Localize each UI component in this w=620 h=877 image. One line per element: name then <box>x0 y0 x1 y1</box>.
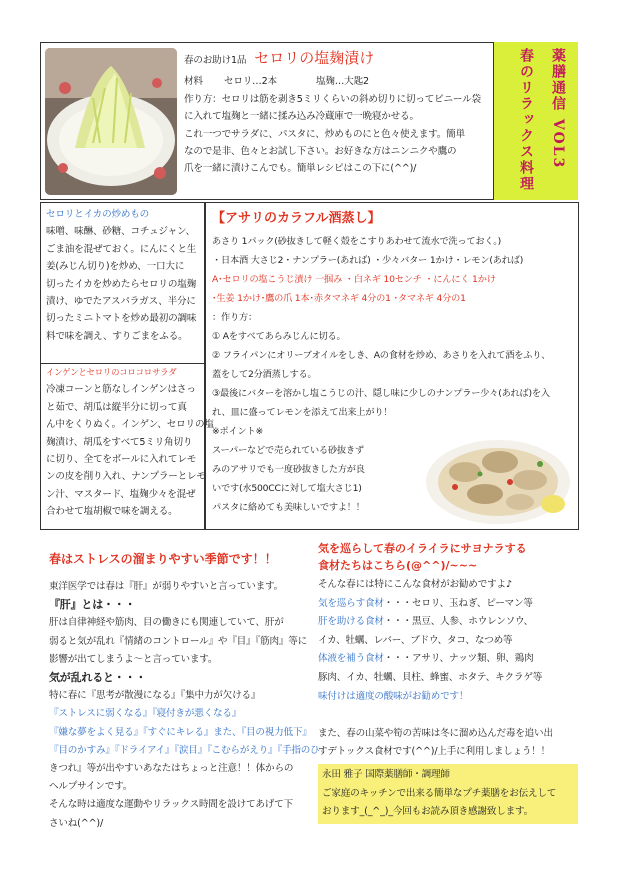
food-label: 肝を助ける食材 <box>318 616 384 628</box>
clam-recipe-title: 【アサリのカラフル酒蒸し】 <box>212 211 381 226</box>
recipe-line: 料で味を調え、すりごまをふる。 <box>46 330 188 342</box>
food-items-cont: イカ、牡蠣、レバー、ブドウ、タコ、なつめ等 <box>318 634 513 646</box>
spring-line: 東洋医学では春は『肝』が弱りやすいと言っています。 <box>49 581 284 592</box>
food-row <box>318 595 542 614</box>
point-label: ※ポイント※ <box>212 426 263 437</box>
spring-body <box>49 578 320 833</box>
header-line: 爪を一緒に漬けこんでも。簡単レシピはこの下に(^^)/ <box>184 163 417 175</box>
method-label: ：作り方： <box>212 312 257 323</box>
recipe-header-label: 春のお助け1品 <box>184 55 247 66</box>
spring-line: 肝は自律神経や筋肉、目の働きにも関連していて、肝が <box>49 617 284 629</box>
spring-line: 影響が出てしまうよ～と言っています。 <box>49 653 218 665</box>
celery-dish-photo <box>45 48 177 195</box>
recipe-line: ん中をくりぬく。インゲン、セロリの塩 <box>46 419 214 431</box>
food-items: ・・・黒豆、人参、ホウレンソウ、 <box>383 616 534 628</box>
recipe-celery-squid-title: セロリとイカの炒めもの <box>46 209 150 220</box>
food-items: ・・・セロリ、玉ねぎ、ピーマン等 <box>383 597 533 609</box>
author-name: 永田 雅子 国際薬膳師・調理師 <box>322 769 450 780</box>
recipe-line: 姜(みじん切り)を炒め、一口大に <box>46 261 185 273</box>
method-step: ① Aをすべてあらみじんに切る。 <box>212 331 346 342</box>
recipe-bean-salad-title: インゲンとセロリのコロコロサラダ <box>46 367 177 377</box>
spring-heading: 気が乱れると・・・ <box>49 671 147 685</box>
point-line: いです(水500CCに対して塩大さじ1) <box>212 483 362 494</box>
spring-line: 『目のかすみ』『ドライアイ』『涙目』『こむらがえり』『手指のひ <box>49 744 320 756</box>
author-line: ご家庭のキッチンで出来る簡単なプチ薬膳をお伝えして <box>322 787 557 799</box>
spring-line: さいね(^^)/ <box>49 817 103 829</box>
ingredients-label: 材料 <box>184 76 203 88</box>
ingredient-celery: セロリ…2本 <box>224 76 277 88</box>
newsletter-title-box <box>494 42 578 200</box>
clam-ingredient-line: ･生姜 1かけ･鷹の爪 1本･赤タマネギ 4分の1 ･タマネギ 4分の1 <box>212 293 466 304</box>
foods-note <box>318 725 553 761</box>
ingredient-shiokoji: 塩麹…大匙2 <box>316 76 369 88</box>
food-items: ・・・アサリ、ナッツ類、卵、鶏肉 <box>383 653 534 665</box>
newsletter-subtitle: 春のリラックス料理 <box>518 48 534 192</box>
spring-line: 特に春に『思考が散漫になる』『集中力が欠ける』 <box>49 690 261 702</box>
food-row <box>318 613 542 632</box>
foods-title-line: 食材たちはこちら(@^^)/~~~ <box>318 559 478 572</box>
spring-line: そんな時は適度な運動やリラックス時間を設けてあげて下 <box>49 799 293 811</box>
recipe-line: ごま油を混ぜておく。にんにくと生 <box>46 243 197 255</box>
method-step: ③最後にバターを溶かし塩こうじの汁、隠し味に少しのナンプラー少々(あれば)を入 <box>212 388 550 399</box>
clam-ingredient-line: A･セロリの塩こうじ漬け 一掴み ・白ネギ 10センチ ・にんにく 1かけ <box>212 274 496 285</box>
method-step: れ、皿に盛ってレモンを添えて出来上がり！ <box>212 407 393 418</box>
author-line: おります_(_^_)_今回もお読み頂き感謝致します。 <box>322 806 534 817</box>
recipe-line: 切ったミニトマトを炒め最初の調味 <box>46 313 197 325</box>
spring-title: 春はストレスの溜まりやすい季節です！！ <box>49 552 277 566</box>
author-text <box>322 766 556 822</box>
method-step: 蓋をして2分酒蒸しする。 <box>212 369 317 380</box>
header-line: 作り方：セロリは筋を剥き5ミリくらいの斜め切りに切ってビニール袋 <box>184 93 481 105</box>
recipe-celery-squid <box>46 206 196 345</box>
clam-ingredient-line: ・日本酒 大さじ2・ナンプラー(あれば) ・少々バター 1かけ・レモン(あれば) <box>212 255 524 266</box>
recipe-line: 合わせて塩胡椒で味を調える。 <box>46 506 178 518</box>
spring-line: 『ストレスに弱くなる』『寝付きが悪くなる』 <box>49 708 242 720</box>
recipe-line: ン汁、マスタード、塩麹少々を混ぜ <box>46 488 196 500</box>
recipe-line: 麹漬け、胡瓜をすべて5ミリ角切り <box>46 436 193 448</box>
header-line: に入れて塩麹と一緒に揉み込み冷蔵庫で一晩寝かせる。 <box>184 111 419 123</box>
recipe-line: ンの皮を削り入れ、ナンプラーとレモ <box>46 471 206 483</box>
method-step: ② フライパンにオリーブオイルをしき、Aの食材を炒め、あさりを入れて酒をふり、 <box>212 350 551 361</box>
header-line: なので是非、色々とお試し下さい。お好きな方はニンニクや鷹の <box>184 146 457 158</box>
spring-line: ヘルプサインです。 <box>49 781 133 793</box>
foods-closing: 味付けは適度の酸味がお勧めです！ <box>318 690 469 702</box>
point-line: スーパーなどで売られている砂抜きず <box>212 445 364 456</box>
header-line: これ一つでサラダに、パスタに、炒めものにと色々使えます。簡単 <box>184 128 465 140</box>
recipe-line: と茹で、胡瓜は縦半分に切って真 <box>46 401 187 413</box>
recipe-line: 切ったイカを炒めたらセロリの塩麹 <box>46 278 197 290</box>
recipe-line: 漬け、ゆでたアスパラガス、半分に <box>46 296 196 308</box>
foods-body <box>318 576 542 706</box>
newsletter-title: 薬膳通信 VOL3 <box>550 48 566 170</box>
recipe-line: に切り、全てをボールに入れてレモ <box>46 454 197 466</box>
point-line: パスタに絡めても美味しいですよ！！ <box>212 502 365 513</box>
recipe-title: セロリの塩麹漬け <box>254 49 375 67</box>
point-line: みのアサリでも一度砂抜きした方が良 <box>212 464 365 475</box>
spring-line: 『嫌な夢をよく見る』『すぐにキレる』また、『目の視力低下』 <box>49 726 312 738</box>
spring-line: きつれ』等が出やすいあなたはちょっと注意！！体からの <box>49 763 294 775</box>
food-items-cont: 豚肉、イカ、牡蠣、貝柱、蜂蜜、ホタテ、キクラゲ等 <box>318 671 543 683</box>
foods-title <box>318 540 527 574</box>
recipe-line: 冷凍コーンと筋なしインゲンはさっ <box>46 384 196 396</box>
spring-heading: 『肝』とは・・・ <box>49 598 136 612</box>
foods-title-line: 気を巡らして春のイライラにサヨナラする <box>318 542 527 555</box>
spring-line: 弱ると気が乱れ『情緒のコントロール』や『目』『筋肉』等に <box>49 635 308 647</box>
foods-intro: そんな春には特にこんな食材がお勧めですよ♪ <box>318 579 512 590</box>
foods-note-line: すデトックス食材です(^^)/上手に利用しましょう！！ <box>318 746 551 757</box>
food-label: 体液を補う食材 <box>318 653 384 665</box>
clam-ingredient-line: あさり 1パック(砂抜きして軽く殻をこすりあわせて流水で洗っておく。) <box>212 236 501 247</box>
food-row <box>318 650 542 669</box>
foods-note-line: また、春の山菜や筍の苦味は冬に溜め込んだ毒を追い出 <box>318 728 553 739</box>
recipe-bean-salad <box>46 364 214 521</box>
recipe-header <box>184 50 481 178</box>
food-label: 気を巡らす食材 <box>318 597 384 609</box>
recipe-line: 味噌、味醂、砂糖、コチュジャン、 <box>46 226 196 238</box>
clam-dish-photo <box>425 432 572 526</box>
